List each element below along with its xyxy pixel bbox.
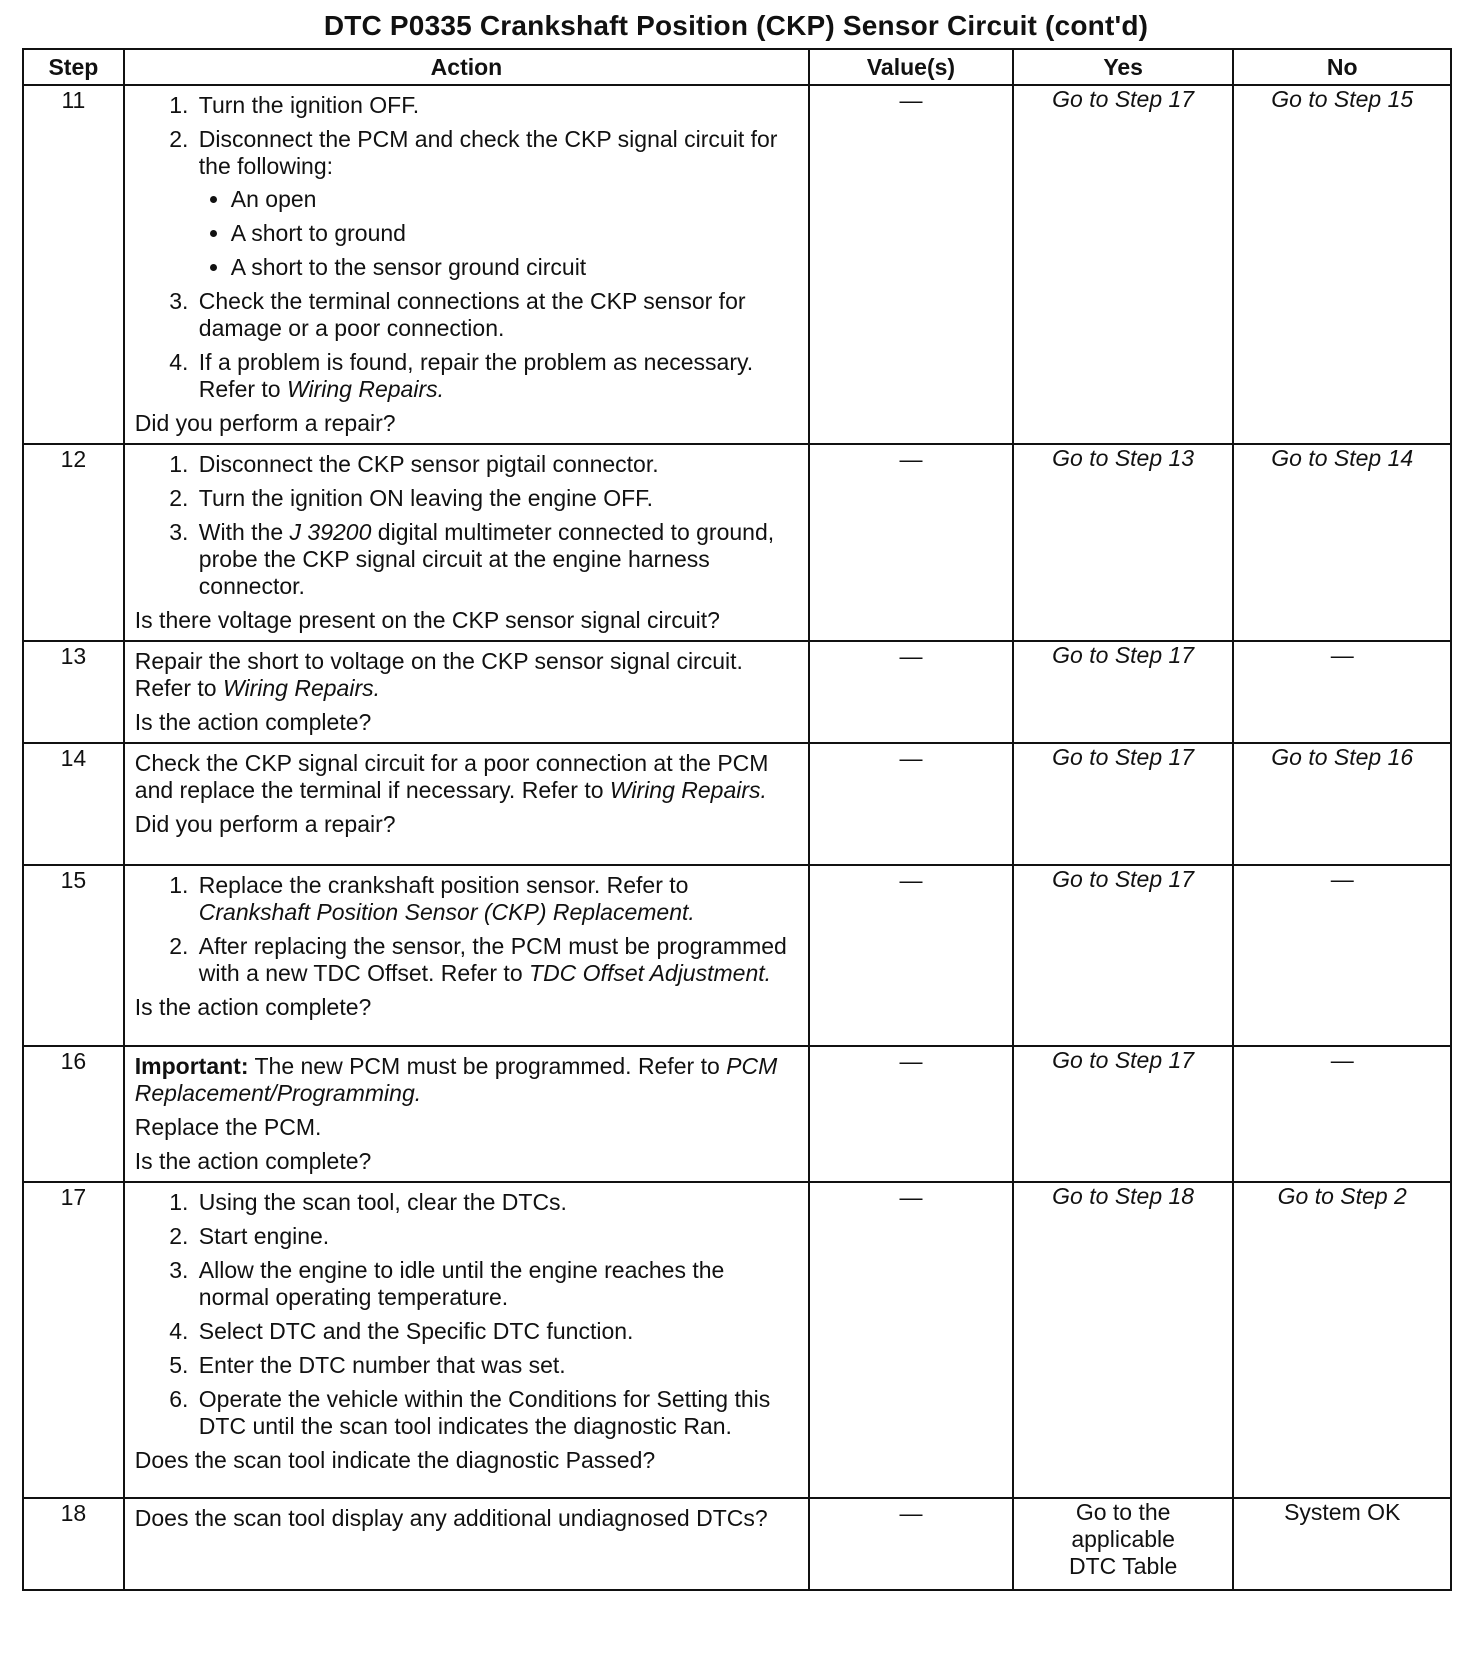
bullet-item: • An open xyxy=(231,186,798,213)
diagnostic-table xyxy=(22,48,1452,1591)
value-cell: — xyxy=(809,1046,1013,1182)
header-step: Step xyxy=(23,49,124,85)
list-item xyxy=(195,519,798,600)
action-cell xyxy=(124,641,809,743)
header-values: Value(s) xyxy=(809,49,1013,85)
table-row xyxy=(23,1498,1451,1590)
list-item xyxy=(195,872,798,926)
list-item xyxy=(195,126,798,281)
yes-cell: Go to Step 17 xyxy=(1013,865,1234,1046)
action-paragraph: Replace the PCM. xyxy=(134,1114,322,1140)
important-label: Important: xyxy=(134,1053,249,1079)
step-number: 18 xyxy=(23,1498,124,1590)
action-text: If a problem is found, repair the problem as necessary. Refer to xyxy=(198,349,754,402)
action-list xyxy=(135,451,798,600)
action-paragraph xyxy=(135,648,798,702)
action-list xyxy=(135,872,798,987)
list-item: 6. Operate the vehicle within the Conditions for Setting this DTC until the scan tool indicates the diagnostic Ran. xyxy=(195,1386,798,1440)
header-action: Action xyxy=(124,49,809,85)
action-cell xyxy=(124,743,809,865)
action-text: Check the CKP signal circuit for a poor connection at the PCM and replace the terminal if necessary. Refer to xyxy=(134,750,769,803)
action-cell xyxy=(124,444,809,641)
bullet-item: • A short to ground xyxy=(231,220,798,247)
action-text: Repair the short to voltage on the CKP sensor signal circuit. Refer to xyxy=(134,648,743,701)
step-number: 11 xyxy=(23,85,124,444)
yes-line: applicable xyxy=(1071,1526,1175,1552)
question-text: Is the action complete? xyxy=(134,994,372,1020)
yes-line: DTC Table xyxy=(1069,1553,1178,1579)
list-item: 1. Turn the ignition OFF. xyxy=(195,92,798,119)
action-text: After replacing the sensor, the PCM must be programmed with a new TDC Offset. Refer to xyxy=(198,933,787,986)
step-number: 14 xyxy=(23,743,124,865)
action-text: Replace the crankshaft position sensor. Refer to xyxy=(198,872,689,898)
header-row xyxy=(23,49,1451,85)
question-text: Is the action complete? xyxy=(134,1148,372,1174)
list-item xyxy=(195,933,798,987)
reference-link: PCM Replacement/Programming. xyxy=(134,1053,778,1106)
reference-link: Wiring Repairs. xyxy=(223,675,381,701)
step-number: 12 xyxy=(23,444,124,641)
value-cell: — xyxy=(809,1182,1013,1498)
reference-link: Crankshaft Position Sensor (CKP) Replacement. xyxy=(198,899,695,925)
no-cell: Go to Step 16 xyxy=(1233,743,1451,865)
action-cell xyxy=(124,865,809,1046)
yes-cell: Go to Step 17 xyxy=(1013,85,1234,444)
question-text: Did you perform a repair? xyxy=(134,811,396,837)
yes-cell: Go to Step 18 xyxy=(1013,1182,1234,1498)
value-cell: — xyxy=(809,1498,1013,1590)
list-item: 2. Start engine. xyxy=(195,1223,798,1250)
list-item: 3. Allow the engine to idle until the engine reaches the normal operating temperature. xyxy=(195,1257,798,1311)
action-text: Disconnect the PCM and check the CKP signal circuit for the following: xyxy=(198,126,778,179)
yes-cell: Go to Step 17 xyxy=(1013,641,1234,743)
value-cell: — xyxy=(809,444,1013,641)
value-cell: — xyxy=(809,641,1013,743)
no-cell: Go to Step 2 xyxy=(1233,1182,1451,1498)
list-item xyxy=(195,349,798,403)
yes-cell: Go to Step 13 xyxy=(1013,444,1234,641)
header-yes: Yes xyxy=(1013,49,1234,85)
action-paragraph xyxy=(135,750,798,804)
action-cell xyxy=(124,1182,809,1498)
value-cell: — xyxy=(809,85,1013,444)
question-text: Does the scan tool indicate the diagnostic Passed? xyxy=(134,1447,656,1473)
list-item: 3. Check the terminal connections at the CKP sensor for damage or a poor connection. xyxy=(195,288,798,342)
table-row xyxy=(23,444,1451,641)
page-title: DTC P0335 Crankshaft Position (CKP) Sensor Circuit (cont'd) xyxy=(323,10,1149,41)
action-text: digital multimeter connected to ground, probe the CKP signal circuit at the engine harness connector. xyxy=(198,519,775,599)
step-number: 15 xyxy=(23,865,124,1046)
yes-line: Go to the xyxy=(1075,1499,1171,1525)
question-text: Is there voltage present on the CKP sensor signal circuit? xyxy=(134,607,720,633)
bullet-item: • A short to the sensor ground circuit xyxy=(231,254,798,281)
value-cell: — xyxy=(809,743,1013,865)
reference-link: TDC Offset Adjustment. xyxy=(529,960,772,986)
bullet-list xyxy=(199,186,798,281)
yes-cell: Go to Step 17 xyxy=(1013,743,1234,865)
no-cell: — xyxy=(1233,1046,1451,1182)
important-note xyxy=(135,1053,798,1107)
table-row xyxy=(23,1182,1451,1498)
yes-cell xyxy=(1013,1498,1234,1590)
tool-reference: J 39200 xyxy=(289,519,372,545)
step-number: 13 xyxy=(23,641,124,743)
no-cell: — xyxy=(1233,641,1451,743)
list-item: 2. Turn the ignition ON leaving the engine OFF. xyxy=(195,485,798,512)
yes-cell: Go to Step 17 xyxy=(1013,1046,1234,1182)
action-list xyxy=(135,1189,798,1440)
no-cell: System OK xyxy=(1233,1498,1451,1590)
action-cell xyxy=(124,85,809,444)
no-cell: Go to Step 14 xyxy=(1233,444,1451,641)
step-number: 16 xyxy=(23,1046,124,1182)
question-text: Is the action complete? xyxy=(134,709,372,735)
action-text: With the xyxy=(198,519,290,545)
important-text: The new PCM must be programmed. Refer to xyxy=(248,1053,727,1079)
table-row xyxy=(23,85,1451,444)
reference-link: Wiring Repairs. xyxy=(287,376,445,402)
table-row xyxy=(23,743,1451,865)
no-cell: — xyxy=(1233,865,1451,1046)
header-no: No xyxy=(1233,49,1451,85)
table-row xyxy=(23,1046,1451,1182)
reference-link: Wiring Repairs. xyxy=(609,777,767,803)
action-cell xyxy=(124,1046,809,1182)
list-item: 5. Enter the DTC number that was set. xyxy=(195,1352,798,1379)
step-number: 17 xyxy=(23,1182,124,1498)
table-row xyxy=(23,641,1451,743)
question-text: Does the scan tool display any additional undiagnosed DTCs? xyxy=(134,1505,768,1531)
question-text: Did you perform a repair? xyxy=(134,410,396,436)
list-item: 1. Disconnect the CKP sensor pigtail connector. xyxy=(195,451,798,478)
list-item: 1. Using the scan tool, clear the DTCs. xyxy=(195,1189,798,1216)
value-cell: — xyxy=(809,865,1013,1046)
no-cell: Go to Step 15 xyxy=(1233,85,1451,444)
action-cell xyxy=(124,1498,809,1590)
table-row xyxy=(23,865,1451,1046)
list-item: 4. Select DTC and the Specific DTC function. xyxy=(195,1318,798,1345)
action-list xyxy=(135,92,798,403)
